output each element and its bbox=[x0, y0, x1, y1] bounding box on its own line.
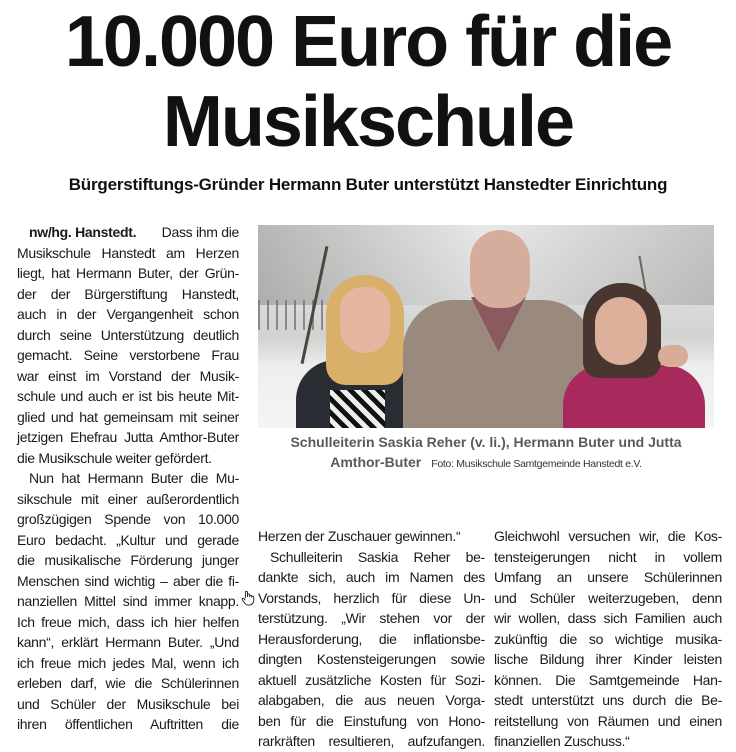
article-text-line bbox=[17, 222, 239, 243]
article-text-line: glied und hat gemeinsam mit seiner bbox=[17, 408, 239, 425]
article-text-line: schule und auch er ist bis heute Mit- bbox=[17, 388, 239, 404]
article-text-line: stedt unterstützt uns durch die Be- bbox=[494, 692, 722, 708]
headline-line-1: 10.000 Euro für die bbox=[64, 2, 672, 82]
article-text-line: finanziellen Zuschuss.“ bbox=[494, 733, 630, 749]
article-text-line: dankte sich, auch im Namen des bbox=[258, 569, 485, 585]
article-text-line: war einst im Vorstand der Musik- bbox=[17, 367, 239, 384]
article-text-line: aktuell zusätzliche Kosten für Sozi- bbox=[258, 671, 485, 688]
article-text-line: tensteigerungen nicht in vollem bbox=[494, 548, 722, 565]
article-text-line: terstützung. „Wir stehen vor der bbox=[258, 610, 485, 626]
article-text-line: Nun hat Hermann Buter die Mu- bbox=[29, 470, 239, 486]
article-column-3 bbox=[494, 526, 722, 752]
article-text-line: Herausforderung, die inflationsbe- bbox=[258, 630, 485, 647]
article-text-line: können. Die Samtgemeinde Han- bbox=[494, 671, 722, 688]
article-text-line: großzügigen Spende von 10.000 bbox=[17, 511, 239, 527]
article-text-line: ben für die Einstufung von Hono- bbox=[258, 712, 485, 729]
article-text-line: ich freue mich jedes Mal, wenn ich bbox=[17, 654, 239, 671]
caption-line-2: Amthor-Buter bbox=[330, 454, 422, 470]
caption-line-1: Schulleiterin Saskia Reher (v. li.), Hermann Buter und Jutta bbox=[290, 434, 682, 450]
article-text-line: Menschen sind wichtig – aber die fi- bbox=[17, 572, 239, 589]
article-photo bbox=[258, 225, 714, 428]
hand-cursor-icon bbox=[241, 590, 255, 606]
photo-caption bbox=[258, 432, 714, 474]
article-text-line: zukünftig die so wichtige musika- bbox=[494, 630, 722, 647]
article-text-line: sikschule mit einer außerordentlich bbox=[17, 490, 239, 507]
article-text-line: durch seine Unterstützung deutlich bbox=[17, 326, 239, 343]
article-text-line: jetzigen Ehefrau Jutta Amthor-Buter bbox=[17, 429, 239, 445]
article-text-line: Gleichwohl versuchen wir, die Kos- bbox=[494, 528, 722, 544]
article-text-line: Schulleiterin Saskia Reher be- bbox=[270, 548, 485, 565]
subtitle: Bürgerstiftungs-Gründer Hermann Buter unterstützt Hanstedter Einrichtung bbox=[68, 175, 668, 194]
article-text-line: und Schüler der Musikschule bei bbox=[17, 695, 239, 712]
article-text-line: Vorstands, herzlich für diese Un- bbox=[258, 589, 485, 606]
article-text-line: kann“, erklärt Hermann Buter. „Und bbox=[17, 634, 239, 650]
article-text-line: die musikalische Förderung junger bbox=[17, 552, 239, 568]
article-text-line: erleben darf, wie die Schülerinnen bbox=[17, 675, 239, 691]
article-text-line: die Musikschule weiter gefördert. bbox=[17, 449, 212, 466]
article-text-line: dingten Kostensteigerungen sowie bbox=[258, 651, 485, 667]
article-text-line: und Schüler weiterzugeben, denn bbox=[494, 589, 722, 606]
headline-line-2: Musikschule bbox=[162, 82, 574, 162]
article-text-line: gemacht. Seine verstorbene Frau bbox=[17, 347, 239, 363]
article-column-1 bbox=[17, 222, 239, 735]
article-dateline: nw/hg. Hanstedt. bbox=[29, 224, 137, 240]
article-column-2 bbox=[258, 526, 485, 752]
article-text-line: Euro bedacht. „Kultur und gerade bbox=[17, 531, 239, 548]
article-text-line: ihren öffentlichen Auftritten die bbox=[17, 716, 239, 732]
photo-credit: Foto: Musikschule Samtgemeinde Hanstedt e.V. bbox=[431, 458, 642, 470]
article-text-line: Ich freue mich, dass ich hier helfen bbox=[17, 613, 239, 630]
article-text-line: nanziellen Mittel sind immer knapp. bbox=[17, 593, 239, 609]
article-text-line: Musikschule Hanstedt am Herzen bbox=[17, 244, 239, 261]
article-text-line: Umfang an unsere Schülerinnen bbox=[494, 569, 722, 585]
article-text-line: lische Bildung ihrer Kinder leisten bbox=[494, 651, 722, 667]
article-text-line: auch in der Vergangenheit schon bbox=[17, 306, 239, 322]
article-text: Dass ihm die bbox=[158, 224, 239, 240]
article-text-line: liegt, hat Hermann Buter, der Grün- bbox=[17, 265, 239, 281]
article-text-line: rarkräften resultieren, aufzufangen. bbox=[258, 733, 485, 749]
article-text-line: wir wollen, dass sich Familien auch bbox=[494, 610, 722, 626]
article-text-line: alabgaben, die aus neuen Vorga- bbox=[258, 692, 485, 708]
article-text-line: Herzen der Zuschauer gewinnen.“ bbox=[258, 528, 461, 544]
article-text-line: der der Bürgerstiftung Hanstedt, bbox=[17, 285, 239, 302]
article-text-line: reitstellung von Räumen und einen bbox=[494, 712, 722, 729]
